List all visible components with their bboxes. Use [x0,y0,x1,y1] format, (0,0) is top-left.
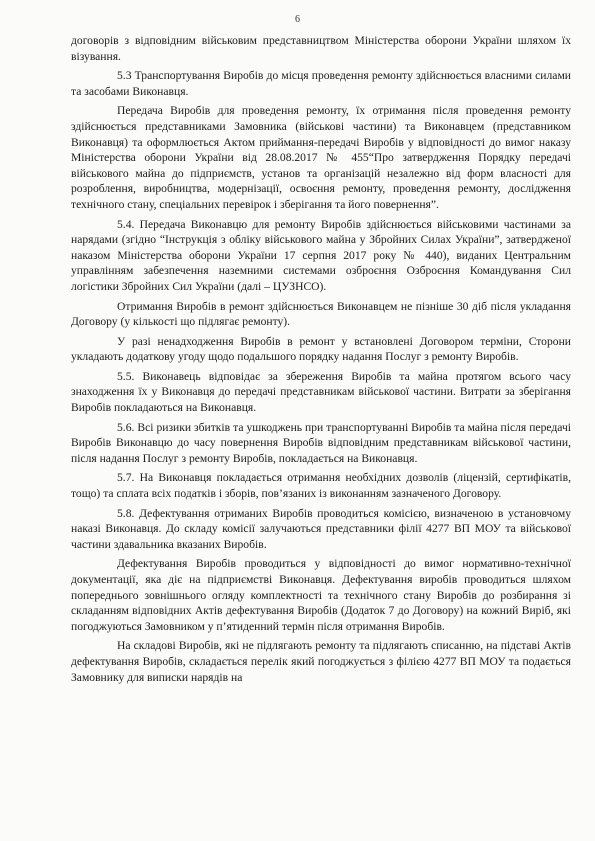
paragraph-receipt: Отримання Виробів в ремонт здійснюється Виконавцем не пізніше 30 діб після укладання Договору (у кількості що підлягає ремонту). [71,299,571,329]
paragraph-non-arrival: У разі ненадходження Виробів в ремонт у встановлені Договором терміни, Сторони укладають додаткову угоду щодо подальшого порядку надання Послуг з ремонту Виробів. [71,334,571,364]
document-body [71,33,571,687]
paragraph-transfer: Передача Виробів для проведення ремонту, їх отримання після проведення ремонту здійснюється представниками Замовника (військові частини) та Виконавцем (представником Виконавця) та оформлюється Актом приймання-передачі Виробів у відповідності до вимог наказу Міністерства оборони України від 28.08.2017 № 455“Про затвердження Порядку передачі військового майна до підприємств, установ та організацій незалежно від форм власності для розроблення, виробництва, модернізації, освоєння ремонту, проведення ремонту, дослідження технічного стану, спеціальних перевірок і зберігання та його повернення”. [71,104,571,211]
page-number: 6 [295,14,300,25]
paragraph-5-8: 5.8. Дефектування отриманих Виробів проводиться комісією, визначеною в установчому наказі Виконавця. До складу комісії залучаються представники філії 4277 ВП МОУ та військової частини здавальника вказаних Виробів. [71,506,571,551]
paragraph-5-4: 5.4. Передача Виконавцю для ремонту Виробів здійснюється військовими частинами за нарядами (згідно “Інструкція з обліку військового майна у Збройних Силах України”, затвердженої наказом Міністерства оборони України 17 серпня 2017 року № 440), виданих Центральним управлінням забезпечення наземними системами озброєння Озброєння Командування Сил логістики Збройних Сил України (далі – ЦУЗНСО). [71,217,571,293]
paragraph-5-3: 5.3 Транспортування Виробів до місця проведення ремонту здійснюється власними силами та засобами Виконавця. [71,69,571,98]
paragraph-visa: договорів з відповідним військовим представництвом Міністерства оборони України шляхом їх візування. [71,34,571,63]
paragraph-defect-procedure: Дефектування Виробів проводиться у відповідності до вимог нормативно-технічної документації, яка діє на підприємстві Виконавця. Дефектування виробів проводиться шляхом попереднього зовнішнього огляду комплектності та технічного стану Виробів до розбирання зі складанням відповідних Актів дефектування Виробів (Додаток 7 до Договору) на кожний Виріб, які погоджуються Замовником у п’ятиденний термін після отримання Виробів. [71,557,571,633]
paragraph-5-5: 5.5. Виконавець відповідає за збереження Виробів та майна протягом всього часу знаходження їх у Виконавця до передачі представникам військової частини. Витрати за зберігання Виробів покладаються на Виконавця. [71,369,571,415]
paragraph-5-7: 5.7. На Виконавця покладається отримання необхідних дозволів (ліцензій, сертифікатів, тощо) та сплата всіх податків і зборів, пов’язаних із виконанням зазначеного Договору. [71,471,571,501]
paragraph-5-6: 5.6. Всі ризики збитків та ушкоджень при транспортуванні Виробів та майна після передачі Виробів Виконавцю до часу повернення Виробів відповідним представникам військової частини, після надання Послуг з ремонту Виробів, покладається на Виконавця. [71,420,571,465]
paragraph-components: На складові Виробів, які не підлягають ремонту та підлягають списанню, на підставі Актів дефектування Виробів, складається перелік який погоджується з філією 4277 ВП МОУ та подається Замовнику для виписки нарядів на [71,639,571,684]
